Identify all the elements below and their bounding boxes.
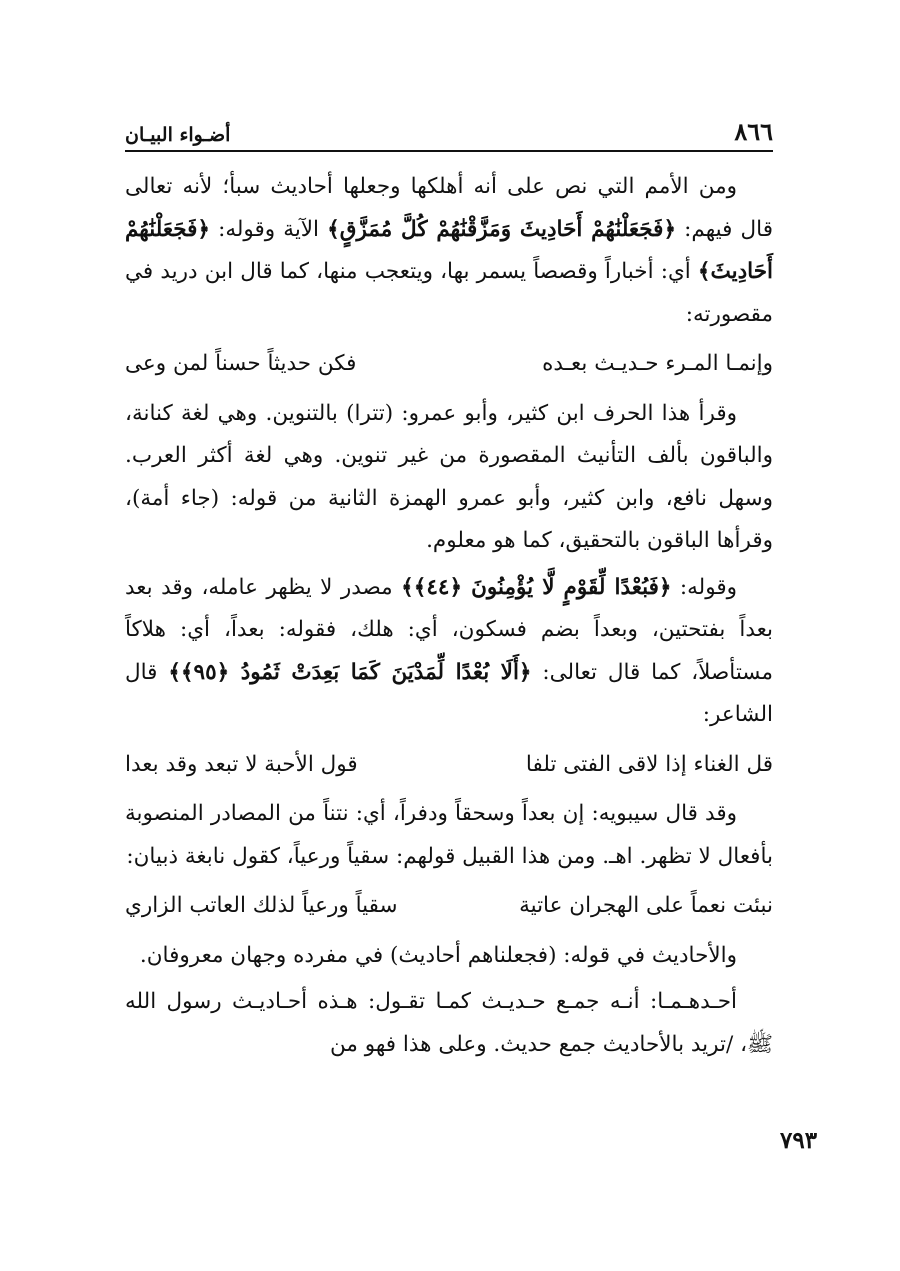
quran-quote: ﴿أَلَا بُعْدًا لِّمَدْيَنَ كَمَا بَعِدَتْ ثَمُودُ ﴿٩٥﴾﴾ — [168, 659, 532, 685]
page-number: ٨٦٦ — [734, 117, 773, 146]
text-segment: قال الشاعر: — [125, 659, 773, 727]
text-segment: الآية وقوله: — [209, 216, 328, 242]
paragraph-1 — [125, 166, 773, 336]
book-title: أضـواء البيـان — [125, 124, 231, 146]
paragraph-4 — [125, 793, 773, 878]
quran-quote: ﴿فَبُعْدًا لِّقَوْمٍ لَّا يُؤْمِنُونَ ﴿٤٤﴾﴾ — [401, 574, 672, 600]
paragraph-5 — [125, 935, 773, 978]
text-segment: والأحاديث في قوله: (فجعلناهم أحاديث) في مفرده وجهان معروفان. — [139, 942, 737, 968]
verse-3-second-hemistich: سقياً ورعياً لذلك العاتب الزاري — [125, 893, 398, 918]
verse-3-first-hemistich: نبئت نعماً على الهجران عاتية — [519, 893, 773, 918]
text-segment: أي: أخباراً وقصصاً يسمر بها، ويتعجب منها، كما قال ابن دريد في مقصورته: — [125, 259, 773, 327]
text-segment: وقرأ هذا الحرف ابن كثير، وأبو عمرو: (تترا) بالتنوين. وهي لغة كنانة، والباقون بألف التأنيث المقصورة من غير تنوين. وهي لغة أكثر العرب. وسهل نافع، وابن كثير، وأبو عمرو الهمزة الثانية من قوله: (جاء أمة)، وقرأها الباقون بالتحقيق، كما هو معلوم. — [125, 400, 773, 553]
verse-2-first-hemistich: قل الغناء إذا لاقى الفتى تلفا — [525, 751, 773, 777]
page-body — [125, 166, 773, 1066]
verse-1-first-hemistich: وإنمـا المـرء حـديـث بعـده — [542, 351, 773, 376]
poetry-verse-1 — [125, 343, 773, 386]
poetry-verse-2 — [125, 744, 773, 787]
paragraph-3 — [125, 567, 773, 737]
paragraph-2 — [125, 393, 773, 563]
text-segment: ومن الأمم التي نص على أنه أهلكها وجعلها أحاديث سبأ؛ لأنه تعالى قال فيهم: — [125, 174, 773, 242]
page-header — [125, 112, 773, 152]
text-segment: وقوله: — [671, 574, 737, 600]
text-segment: أحـدهـمـا: أنـه جمـع حـديـث كمـا تقـول: هـذه أحـاديـث رسول الله ﷺ، /تريد بالأحاديث جمع حديث. وعلى هذا فهو من — [125, 989, 773, 1057]
poetry-verse-3 — [125, 885, 773, 928]
verse-1-second-hemistich: فكن حديثاً حسناً لمن وعى — [125, 351, 357, 376]
verse-2-second-hemistich: قول الأحبة لا تبعد وقد بعدا — [125, 751, 358, 777]
margin-page-reference: ٧٩٣ — [780, 1127, 818, 1154]
paragraph-6 — [125, 981, 773, 1066]
quran-quote: ﴿فَجَعَلْنَٰهُمْ أَحَادِيثَ﴾ — [125, 216, 773, 284]
text-segment: وقد قال سيبويه: إن بعداً وسحقاً ودفراً، أي: نتناً من المصادر المنصوبة بأفعال لا تظهر. اهـ. ومن هذا القبيل قولهم: سقياً ورعياً، كقول نابغة ذبيان: — [125, 801, 773, 869]
text-segment: مصدر لا يظهر عامله، وقد بعد بعداً بفتحتين، وبعداً بضم فسكون، أي: هلك، فقوله: بعداً، أي: هلاكاً مستأصلاً، كما قال تعالى: — [125, 574, 773, 685]
quran-quote: ﴿فَجَعَلْنَٰهُمْ أَحَادِيثَ وَمَزَّقْنَٰهُمْ كُلَّ مُمَزَّقٍ﴾ — [327, 216, 677, 242]
